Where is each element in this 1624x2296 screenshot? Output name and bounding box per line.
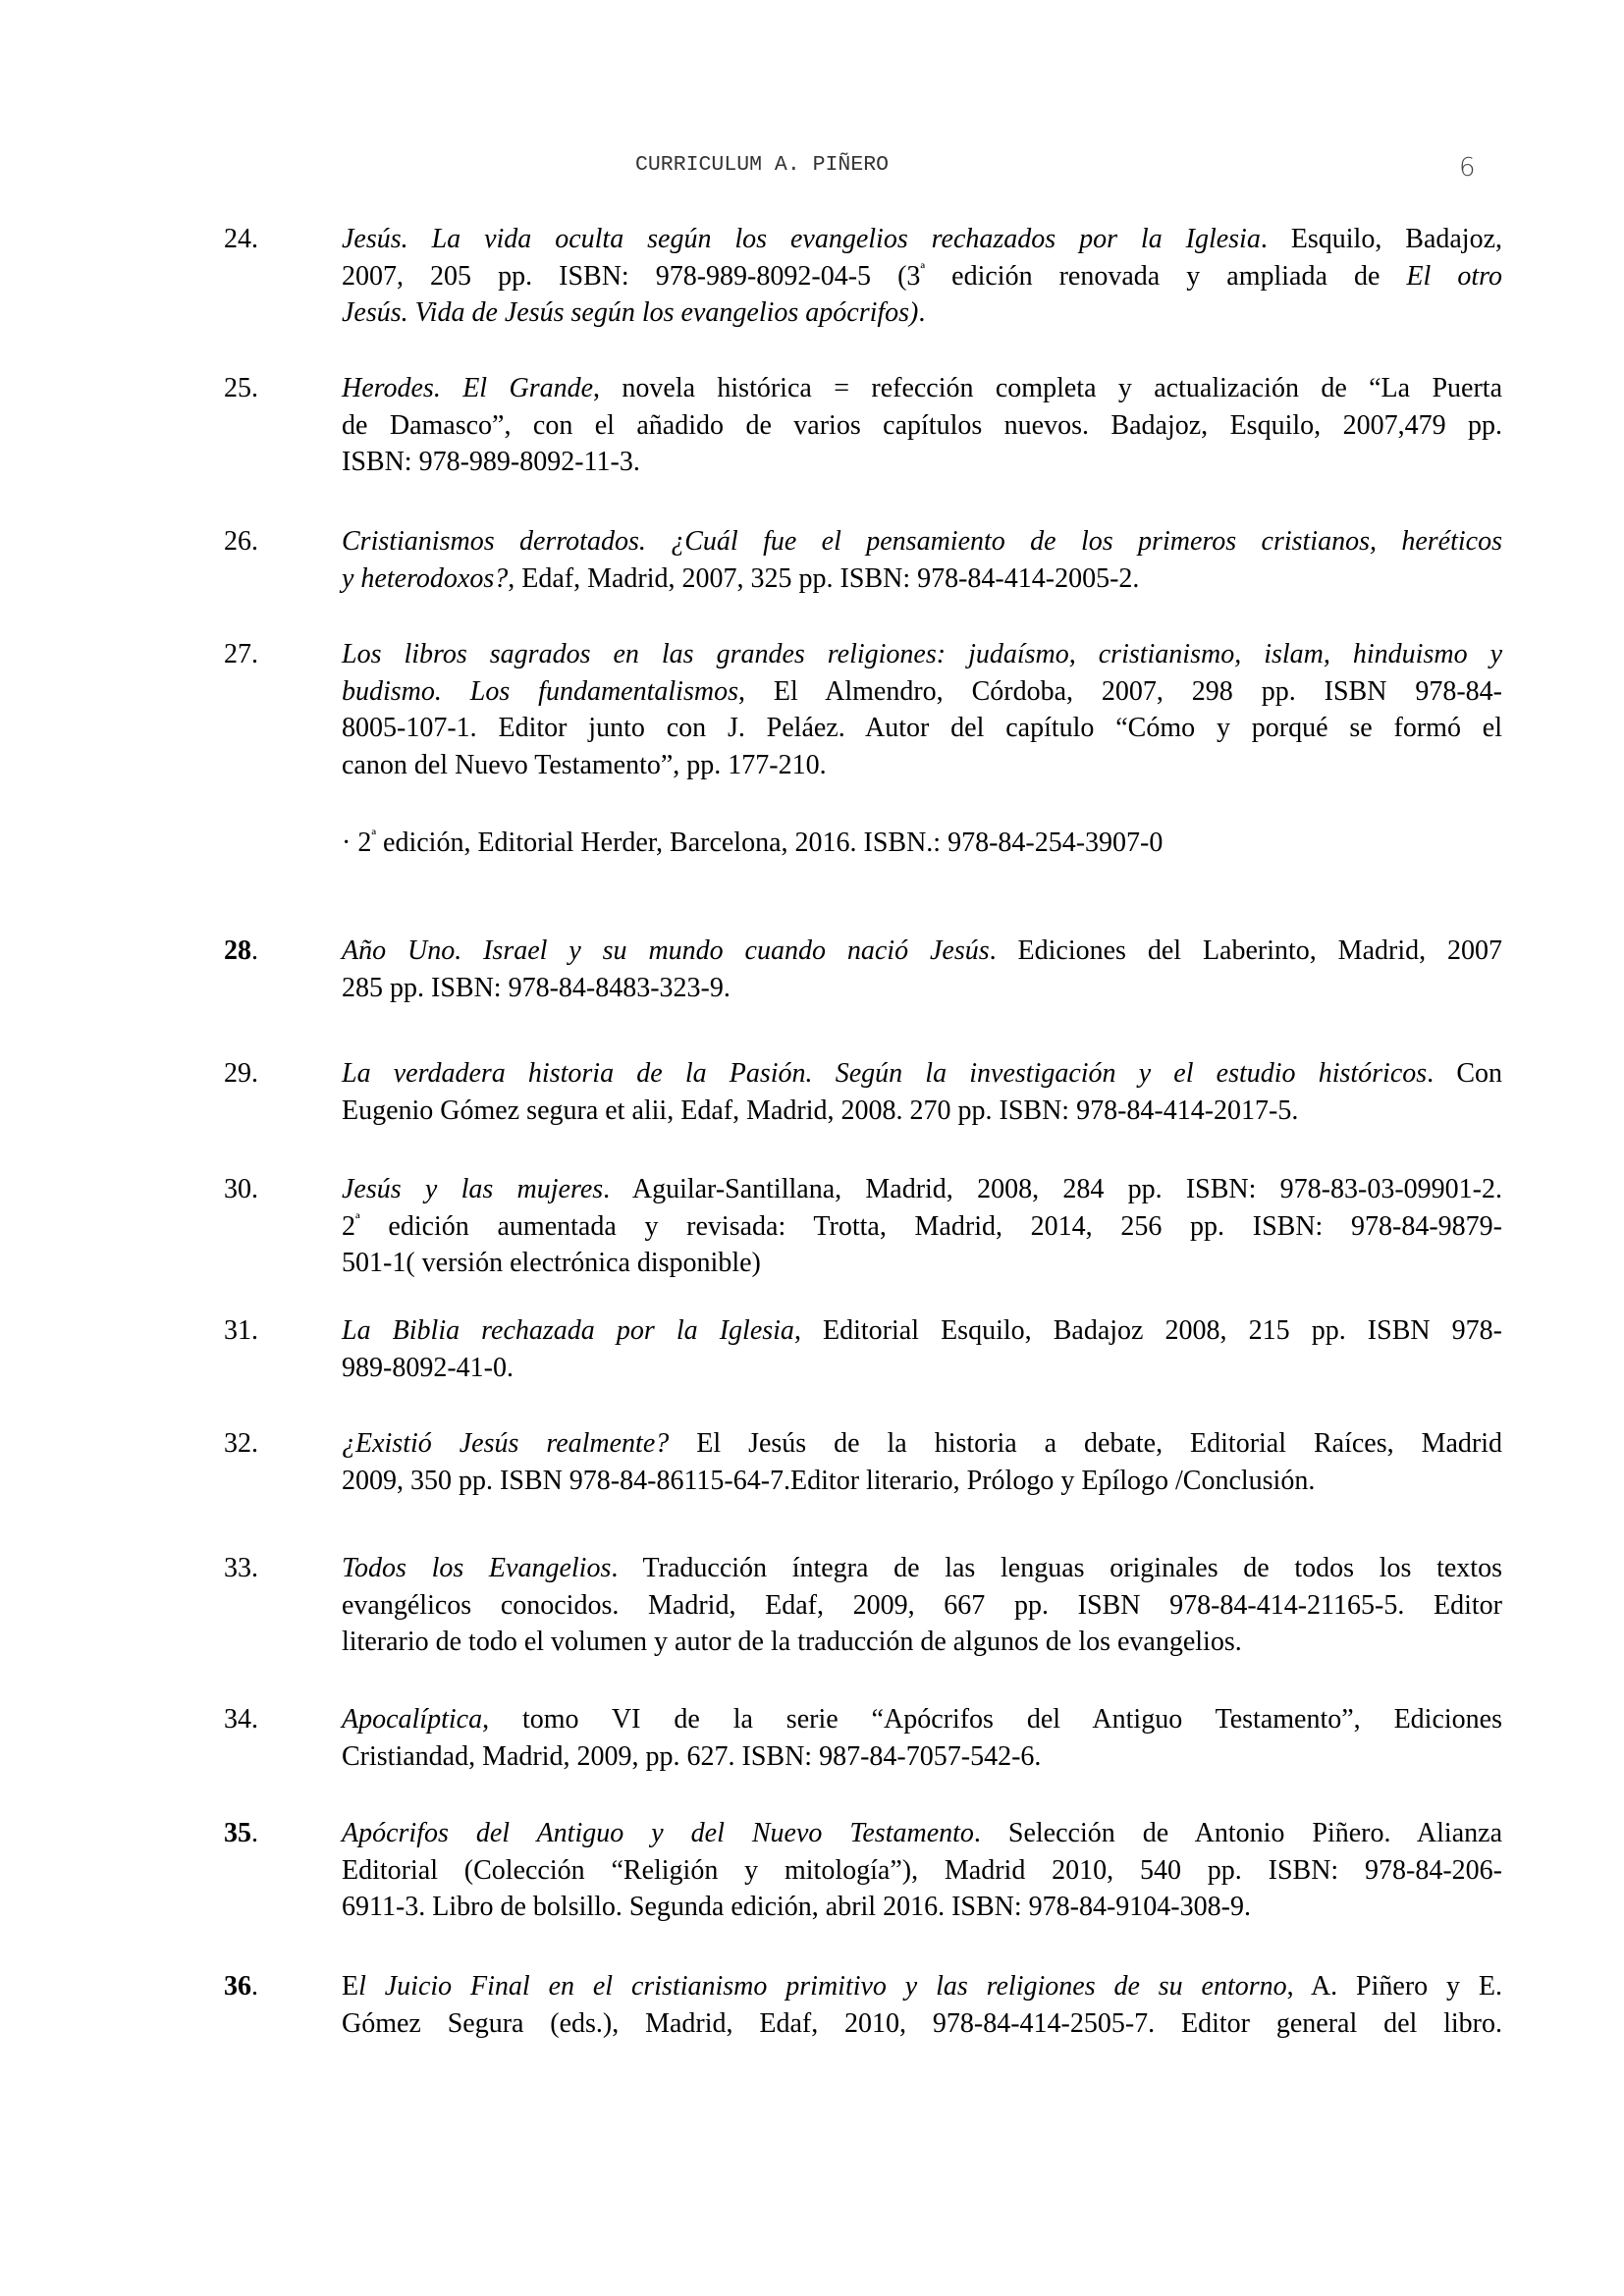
- italic-title-text: La verdadera historia de la Pasión. Según la investigación y el estudio históricos: [342, 1058, 1428, 1089]
- italic-title-text: La Biblia rechazada por la Iglesia: [342, 1315, 794, 1346]
- italic-title-text: ¿Existió Jesús realmente?: [342, 1428, 670, 1459]
- entry-body: [342, 1701, 1502, 1775]
- entry-number: 30.: [224, 1174, 258, 1204]
- entry-text: , El Almendro, Córdoba, 2007, 298 pp. ISBN 978-84-: [737, 675, 1502, 707]
- entry-line: [342, 1093, 1502, 1130]
- italic-title-text: El otro: [1406, 260, 1502, 292]
- entry-number: 27.: [224, 639, 258, 669]
- entry-line: [342, 1055, 1502, 1093]
- page-number: 6: [1459, 153, 1476, 183]
- entry-text: edición, Editorial Herder, Barcelona, 2016. ISBN.: 978-84-254-3907-0: [376, 828, 1164, 858]
- entry-line: [342, 747, 1502, 784]
- entry-number-value: 29: [224, 1058, 251, 1089]
- entry-line: [342, 1312, 1502, 1350]
- entry-text: 2007, 205 pp. ISBN: 978-989-8092-04-5 (3: [342, 260, 921, 292]
- entry-number-value: 30: [224, 1174, 251, 1204]
- italic-title-text: Apocalíptica: [342, 1704, 483, 1735]
- entry-text: edición aumentada y revisada: Trotta, Madrid, 2014, 256 pp. ISBN: 978-84-9879-: [359, 1210, 1502, 1242]
- entry-body: [342, 1550, 1502, 1661]
- entry-body: [342, 370, 1502, 481]
- italic-title-text: Jesús. Vida de Jesús según los evangelios apócrifos): [342, 297, 919, 328]
- italic-title-text: budismo. Los fundamentalismos: [342, 675, 738, 707]
- entry-body: [342, 1171, 1502, 1282]
- entry-text: Cristiandad, Madrid, 2009, pp. 627. ISBN: 987-84-7057-542-6.: [342, 1740, 1042, 1772]
- entry-number-value: 25: [224, 373, 251, 403]
- italic-title-text: Los libros sagrados en las grandes religiones: judaísmo, cristianismo, islam, hinduismo y: [342, 639, 1502, 669]
- entry-text: El Jesús de la historia a debate, Editorial Raíces, Madrid: [669, 1428, 1502, 1459]
- entry-text: canon del Nuevo Testamento”, pp. 177-210.: [342, 749, 827, 780]
- entry-number: 33.: [224, 1553, 258, 1583]
- entry-text: evangélicos conocidos. Madrid, Edaf, 2009, 667 pp. ISBN 978-84-414-21165-5. Editor: [342, 1589, 1502, 1621]
- entry-line: [342, 1889, 1502, 1926]
- italic-title-text: Cristianismos derrotados. ¿Cuál fue el pensamiento de los primeros cristianos, heréticos: [342, 526, 1502, 557]
- entry-text: Gómez Segura (eds.), Madrid, Edaf, 2010, 978-84-414-2505-7. Editor general del libro.: [342, 2007, 1502, 2039]
- entry-number-value: 36: [224, 1971, 251, 2002]
- entry-body: [342, 933, 1502, 1006]
- entry-text: E: [342, 1971, 359, 2002]
- running-head: CURRICULUM A. PIÑERO: [635, 153, 890, 177]
- entry-body: [342, 1968, 1502, 2042]
- italic-title-text: y heterodoxos?: [342, 562, 509, 594]
- entry-number: 24.: [224, 224, 258, 254]
- entry-text: , tomo VI de la serie “Apócrifos del Antiguo Testamento”, Ediciones: [482, 1704, 1502, 1735]
- entry-line: [342, 1738, 1502, 1776]
- entry-number: 28.: [224, 935, 258, 966]
- entry-line: [342, 673, 1502, 711]
- entry-number-value: 33: [224, 1553, 251, 1583]
- entry-line: [342, 1208, 1502, 1246]
- entry-line: [342, 1968, 1502, 2005]
- entry-number: 26.: [224, 526, 258, 557]
- entry-line: [342, 1550, 1502, 1587]
- entry-line: [342, 561, 1502, 598]
- entry-line: [342, 370, 1502, 407]
- entry-text: 8005-107-1. Editor junto con J. Peláez. Autor del capítulo “Cómo y porqué se formó el: [342, 713, 1502, 743]
- entry-text: . Aguilar-Santillana, Madrid, 2008, 284 pp. ISBN: 978-83-03-09901-2.: [603, 1174, 1502, 1204]
- entry-line: [342, 294, 1502, 332]
- entry-text: .: [918, 297, 926, 328]
- entry-text: 501-1( versión electrónica disponible): [342, 1248, 761, 1278]
- entry-text: ISBN: 978-989-8092-11-3.: [342, 447, 640, 477]
- entry-line: [342, 710, 1502, 747]
- entry-body: [342, 1425, 1502, 1499]
- entry-line: [342, 970, 1502, 1007]
- entry-text: Editorial (Colección “Religión y mitología”), Madrid 2010, 540 pp. ISBN: 978-84-206-: [342, 1854, 1502, 1886]
- italic-title-text: Todos los Evangelios: [342, 1553, 612, 1583]
- entry-text: , Editorial Esquilo, Badajoz 2008, 215 pp. ISBN 978-: [793, 1315, 1502, 1346]
- entry-body: [342, 1815, 1502, 1926]
- entry-line: [342, 636, 1502, 673]
- entry-number: 31.: [224, 1315, 258, 1346]
- italic-title-text: Jesús. La vida oculta según los evangelios rechazados por la Iglesia: [342, 224, 1261, 254]
- entry-body: [342, 636, 1502, 783]
- entry-number: 34.: [224, 1704, 258, 1735]
- entry-line: [342, 1425, 1502, 1463]
- entry-text: . Ediciones del Laberinto, Madrid, 2007: [989, 935, 1503, 966]
- entry-line: [342, 2005, 1502, 2043]
- entry-line: [342, 1701, 1502, 1738]
- entry-line: [342, 523, 1502, 561]
- entry-line: [342, 1587, 1502, 1625]
- entry-number-value: 32: [224, 1428, 251, 1459]
- entry-number-value: 31: [224, 1315, 251, 1346]
- entry-number: 32.: [224, 1428, 258, 1459]
- entry-number-value: 34: [224, 1704, 251, 1735]
- entry-line: [342, 1852, 1502, 1890]
- entry-text: 285 pp. ISBN: 978-84-8483-323-9.: [342, 972, 731, 1003]
- entry-text: 6911-3. Libro de bolsillo. Segunda edición, abril 2016. ISBN: 978-84-9104-308-9.: [342, 1892, 1251, 1922]
- entry-number: 25.: [224, 373, 258, 403]
- entry-line: [342, 933, 1502, 970]
- entry-line: [342, 1815, 1502, 1852]
- entry-text: · 2: [342, 828, 372, 858]
- entry-line: [342, 407, 1502, 445]
- entry-text: . Esquilo, Badajoz,: [1260, 224, 1502, 254]
- entry-number: 29.: [224, 1058, 258, 1089]
- italic-title-text: l Juicio Final en el cristianismo primitivo y las religiones de su entorno: [358, 1971, 1287, 2002]
- entry-number-value: 27: [224, 639, 251, 669]
- entry-number-value: 35: [224, 1818, 251, 1848]
- entry-text: , A. Piñero y E.: [1286, 1971, 1502, 2002]
- entry-line: [342, 258, 1502, 295]
- edition-note: [342, 825, 1163, 862]
- entry-line: [342, 444, 1502, 481]
- entry-text: . Con: [1427, 1058, 1502, 1089]
- italic-title-text: Año Uno. Israel y su mundo cuando nació Jesús: [342, 935, 990, 966]
- entry-line: [342, 1463, 1502, 1500]
- ordinal-superscript: ª: [355, 1209, 360, 1229]
- entry-number-value: 26: [224, 526, 251, 557]
- italic-title-text: Jesús y las mujeres: [342, 1174, 604, 1204]
- entry-line: [342, 1350, 1502, 1387]
- entry-text: Eugenio Gómez segura et alii, Edaf, Madrid, 2008. 270 pp. ISBN: 978-84-414-2017-5.: [342, 1095, 1299, 1126]
- entry-number-value: 28: [224, 935, 251, 966]
- ordinal-superscript: ª: [371, 827, 377, 845]
- italic-title-text: Herodes. El Grande: [342, 373, 594, 403]
- entry-number-value: 24: [224, 224, 251, 254]
- entry-body: [342, 523, 1502, 597]
- entry-body: [342, 221, 1502, 332]
- entry-line: [342, 1171, 1502, 1208]
- entry-line: [342, 1245, 1502, 1282]
- entry-text: , novela histórica = refección completa y actualización de “La Puerta: [593, 373, 1502, 403]
- entry-number: 36.: [224, 1971, 258, 2002]
- entry-number: 35.: [224, 1818, 258, 1848]
- entry-text: , Edaf, Madrid, 2007, 325 pp. ISBN: 978-84-414-2005-2.: [508, 562, 1140, 594]
- entry-text: 2009, 350 pp. ISBN 978-84-86115-64-7.Editor literario, Prólogo y Epílogo /Conclusión.: [342, 1465, 1316, 1496]
- entry-body: [342, 1055, 1502, 1129]
- ordinal-superscript: ª: [920, 259, 926, 279]
- entry-text: de Damasco”, con el añadido de varios capítulos nuevos. Badajoz, Esquilo, 2007,479 pp.: [342, 409, 1502, 441]
- entry-line: [342, 1624, 1502, 1661]
- italic-title-text: Apócrifos del Antiguo y del Nuevo Testamento: [342, 1818, 974, 1848]
- entry-text: . Selección de Antonio Piñero. Alianza: [973, 1818, 1502, 1848]
- entry-text: literario de todo el volumen y autor de la traducción de algunos de los evangelios.: [342, 1627, 1242, 1657]
- entry-text: edición renovada y ampliada de: [925, 260, 1407, 292]
- entry-text: 989-8092-41-0.: [342, 1352, 514, 1383]
- entry-line: [342, 221, 1502, 258]
- entry-text: 2: [342, 1210, 355, 1242]
- entry-body: [342, 1312, 1502, 1386]
- entry-text: . Traducción íntegra de las lenguas originales de todos los textos: [611, 1553, 1502, 1583]
